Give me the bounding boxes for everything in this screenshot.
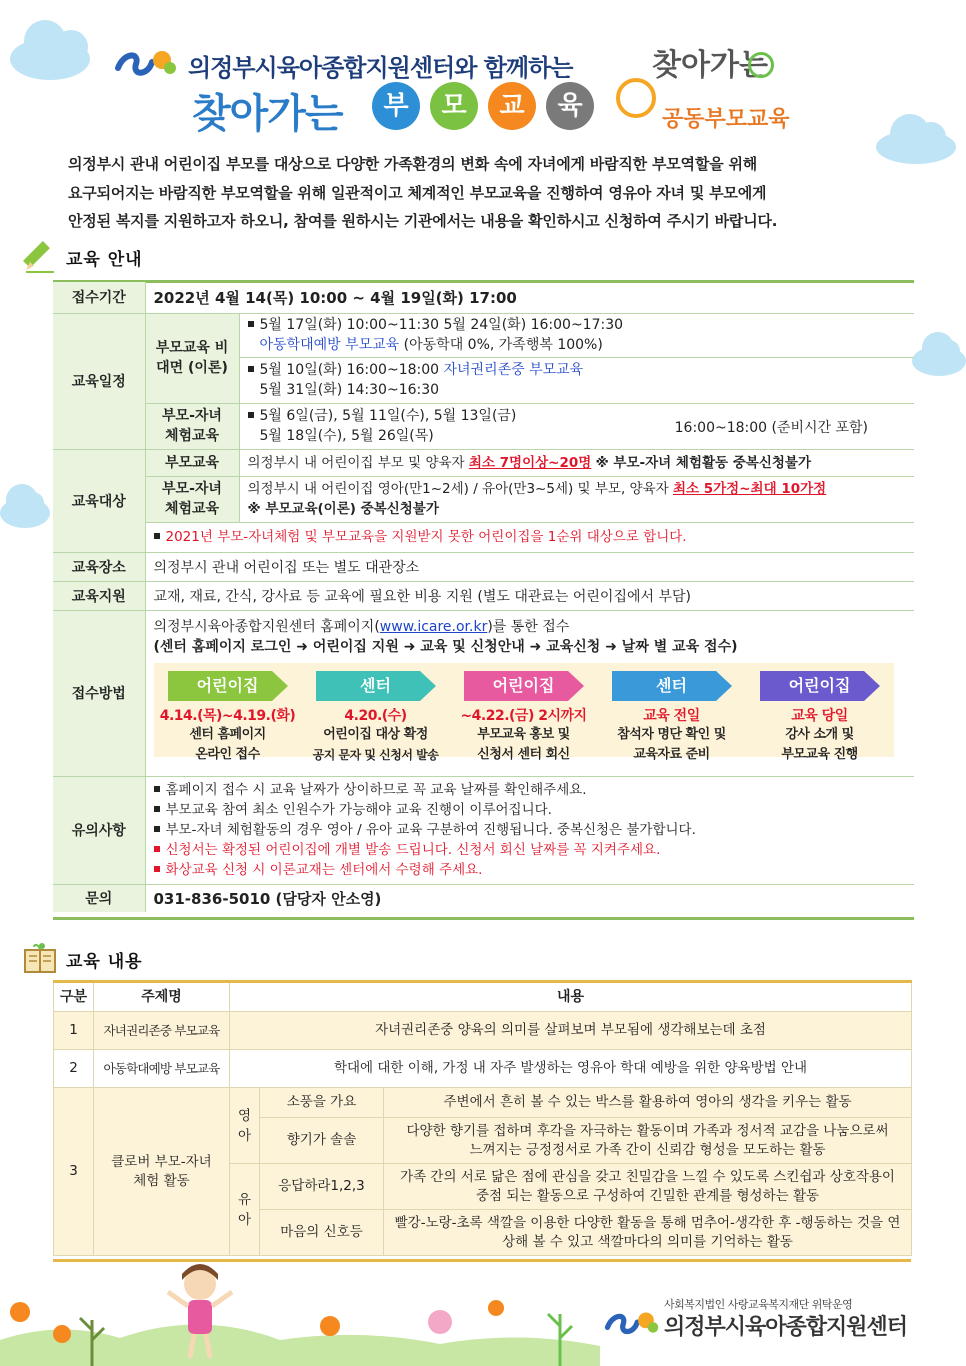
activity-name: 향기가 솔솔 [260,1118,384,1164]
col-header: 내용 [230,982,912,1012]
step-desc: 어린이집 대상 확정 [323,726,428,742]
program-name: 아동학대예방 부모교육 [259,337,400,353]
intro-line: 요구되어지는 바람직한 부모역할을 위해 일관적이고 체계적인 부모교육을 진행하여 영유아 자녀 및 부모에게 [68,183,767,202]
process-step [746,663,894,762]
footer-center-name: 의정부시육아종합지원센터 [664,1315,908,1340]
method-text: 의정부시육아종합지원센터 홈페이지( [153,618,380,635]
title-char: 육 [546,82,594,130]
activity-desc: 가족 간의 서로 닮은 점에 관심을 갖고 친밀감을 느낄 수 있도록 스킨쉽과 상호작용이 중점 되는 활동으로 구성하여 긴밀한 관계를 형성하는 활동 [384,1164,912,1210]
footer-logo [604,1296,908,1356]
schedule-text: 5월 10일(화) 16:00~18:00 [259,362,440,378]
label-online-parent-ed: 부모교육 비대면 (이론) [145,313,239,403]
schedule-text: 5월 18일(수), 5월 26일(목) [259,428,434,444]
book-icon [22,942,58,976]
target-text: 의정부시 내 어린이집 부모 및 양육자 [247,454,465,471]
schedule-text: 5월 17일(화) 10:00~11:30 5월 24일(화) 16:00~17:30 [259,317,624,333]
schedule-text: (아동학대 0%, 가족행복 100%) [403,337,603,353]
notice-item-red: 신청서는 확정된 어린이집에 개별 발송 드립니다. 신청서 회신 날짜를 꼭 지켜주세요. [165,842,661,858]
target-count: 최소 7명이상~20명 [468,454,592,471]
label-reception-period: 접수기간 [53,282,145,313]
cloud-decoration [912,346,966,376]
label-schedule: 교육일정 [53,313,145,449]
poster-title: 찾아가는 [192,91,343,137]
schedule-online-1 [239,313,914,357]
title-char: 교 [488,82,536,130]
title-char: 부 [372,82,420,130]
program-logo-top: 찾아가는 [652,48,768,83]
age-group-toddler: 유아 [230,1164,260,1256]
cloud-decoration [10,38,90,80]
label-target-parent: 부모교육 [145,449,239,476]
table-row [54,1012,912,1050]
schedule-online-2 [239,357,914,403]
step-date: 4.20.(수) [344,707,407,724]
step-desc: 교육자료 준비 [633,746,710,762]
contact-info: 031-836-5010 (담당자 안소영) [153,889,382,908]
step-tag: 센터 [316,671,436,701]
notice-item: 부모-자녀 체험활동의 경우 영아 / 유아 교육 구분하여 진행됩니다. 중복신청은 불가합니다. [165,822,696,838]
row-no: 3 [54,1088,94,1256]
row-no: 2 [54,1050,94,1088]
row-theme: 자녀권리존중 부모교육 [94,1012,230,1050]
activity-desc: 빨강-노랑-초록 색깔을 이용한 다양한 활동을 통해 멈추어-생각한 후 -행동하는 것을 연상해 볼 수 있고 색깔마다의 의미를 기억하는 활동 [384,1210,912,1256]
step-tag: 센터 [612,671,732,701]
row-no: 1 [54,1012,94,1050]
schedule-experience [239,403,914,449]
step-desc: 센터 홈페이지 [189,726,266,742]
target-child [239,476,914,522]
section-heading-content [22,942,143,976]
activity-name: 마음의 신호등 [260,1210,384,1256]
process-steps [154,663,915,762]
label-target: 교육대상 [53,449,145,552]
cloud-decoration [876,130,956,164]
homepage-link[interactable]: www.icare.or.kr [379,618,488,635]
poster-subtitle: 의정부시육아종합지원센터와 함께하는 [188,54,573,82]
process-step [154,663,302,762]
section-title: 교육 내용 [66,951,143,972]
step-tag: 어린이집 [760,671,880,701]
intro-line: 안정된 복지를 지원하고자 하오니, 참여를 원하시는 기관에서는 내용을 확인하시고 신청하여 주시기 바랍니다. [68,212,778,230]
method-text: )를 통한 접수 [487,618,570,635]
section-heading-guide [22,240,143,274]
footer-operator: 사회복지법인 사랑교육복지재단 위탁운영 [664,1298,853,1311]
notice-list [145,776,914,884]
age-group-infant: 영아 [230,1088,260,1164]
step-desc: 신청서 센터 회신 [477,746,570,762]
target-count: 최소 5가정~최대 10가정 [672,481,827,497]
step-desc: 공지 문자 및 신청서 발송 [312,747,439,762]
step-desc: 온라인 접수 [195,746,260,762]
notice-item-red: 화상교육 신청 시 이론교재는 센터에서 수령해 주세요. [165,862,483,878]
target-priority-text: 2021년 부모-자녀체험 및 부모교육을 지원받지 못한 어린이집을 1순위 대상으로 합니다. [165,529,687,545]
pencil-icon [22,240,58,274]
smile-face-icon [616,78,656,118]
col-header: 구분 [54,982,94,1012]
target-priority [145,522,914,552]
label-support: 교육지원 [53,581,145,610]
notice-item: 홈페이지 접수 시 교육 날짜가 상이하므로 꼭 교육 날짜를 확인해주세요. [165,782,587,798]
row-desc: 자녀권리존중 양육의 의미를 살펴보며 부모됨에 생각해보는데 초점 [230,1012,912,1050]
label-experience-ed: 부모-자녀 체험교육 [145,403,239,449]
activity-name: 소풍을 가요 [260,1088,384,1118]
row-theme: 아동학대예방 부모교육 [94,1050,230,1088]
step-tag: 어린이집 [464,671,584,701]
step-tag: 어린이집 [168,671,288,701]
table-row [54,1088,912,1118]
education-place: 의정부시 관내 어린이집 또는 별도 대관장소 [145,552,914,581]
title-char: 모 [430,82,478,130]
step-date: 교육 당일 [791,707,848,724]
activity-name: 응답하라1,2,3 [260,1164,384,1210]
step-date: ~4.22.(금) 2시까지 [460,707,587,724]
notice-item: 부모교육 참여 최소 인원수가 가능해야 교육 진행이 이루어집니다. [165,802,552,818]
intro-line: 의정부시 관내 어린이집 부모를 대상으로 다양한 가족환경의 변화 속에 자녀에게 바람직한 부모역할을 위해 [68,155,758,173]
step-date: 교육 전일 [643,707,700,724]
step-date: 4.14.(목)~4.19.(화) [159,707,296,724]
label-contact: 문의 [53,884,145,912]
target-text: 의정부시 내 어린이집 영아(만1~2세) / 유아(만3~5세) 및 부모, 양육자 [247,481,669,497]
target-note: ※ 부모교육(이론) 중복신청불가 [247,501,439,517]
activity-desc: 주변에서 흔히 볼 수 있는 박스를 활용하여 영아의 생각을 키우는 활동 [384,1088,912,1118]
center-logo-icon [114,46,178,80]
experience-time: 16:00~18:00 (준비시간 포함) [674,419,869,436]
label-notice: 유의사항 [53,776,145,884]
program-name: 자녀권리존중 부모교육 [443,362,584,378]
step-desc: 강사 소개 및 [785,726,854,742]
activity-desc: 다양한 향기를 접하며 후각을 자극하는 활동이며 가족과 정서적 교감을 나눔으로써 느껴지는 긍정정서로 가족 간이 신뢰감 형성을 모도하는 활동 [384,1118,912,1164]
education-info-table [53,282,914,912]
table-row [54,1050,912,1088]
section-title: 교육 안내 [66,249,143,270]
process-step [450,663,598,762]
step-desc: 참석자 명단 확인 및 [617,726,726,742]
education-support: 교재, 재료, 간식, 강사료 등 교육에 필요한 비용 지원 (별도 대관료는 어린이집에서 부담) [145,581,914,610]
label-method: 접수방법 [53,610,145,776]
col-header: 주제명 [94,982,230,1012]
child-illustration [160,1262,240,1362]
education-content-table [53,980,912,1256]
application-method [145,610,914,776]
process-step [598,663,746,762]
schedule-text: 5월 31일(화) 14:30~16:30 [259,382,440,398]
smile-face-icon [748,52,774,78]
process-step [302,663,450,762]
table-bottom-rule [53,917,914,920]
label-place: 교육장소 [53,552,145,581]
method-steps-text: (센터 홈페이지 로그인 ➜ 어린이집 지원 ➜ 교육 및 신청안내 ➜ 교육신청 ➜ 날짜 별 교육 접수) [153,638,738,655]
step-desc: 부모교육 진행 [781,746,858,762]
row-theme: 클로버 부모-자녀 체험 활동 [94,1088,230,1256]
label-target-child: 부모-자녀 체험교육 [145,476,239,522]
step-desc: 부모교육 홍보 및 [477,726,570,742]
intro-paragraph [68,150,888,236]
target-parent [239,449,914,476]
target-note: ※ 부모-자녀 체험활동 중복신청불가 [595,454,812,471]
program-logo [610,38,790,134]
cloud-decoration [0,498,50,528]
row-desc: 학대에 대한 이해, 가정 내 자주 발생하는 영유아 학대 예방을 위한 양육방법 안내 [230,1050,912,1088]
reception-period: 2022년 4월 14(목) 10:00 ~ 4월 19일(화) 17:00 [145,282,914,313]
program-logo-bottom: 공동부모교육 [662,107,790,132]
schedule-text: 5월 6일(금), 5월 11일(수), 5월 13일(금) [259,408,517,424]
center-logo-icon [604,1306,660,1340]
